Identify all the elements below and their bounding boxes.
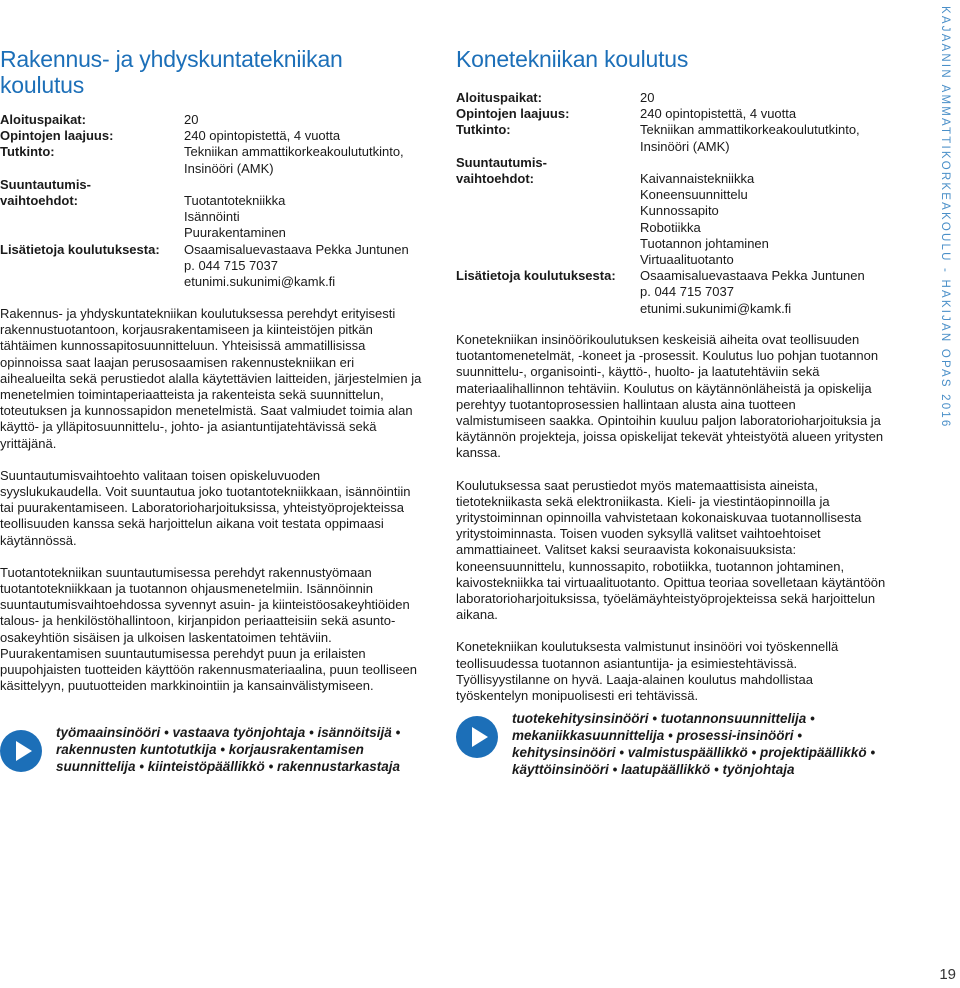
fact-value: Insinööri (AMK) <box>184 160 274 176</box>
right-title: Konetekniikan koulutus <box>456 46 689 72</box>
fact-row <box>456 106 886 122</box>
fact-row <box>456 122 886 154</box>
right-body <box>456 332 886 720</box>
fact-value: Tekniikan ammattikorkeakoulututkinto, <box>640 122 860 138</box>
fact-label: Lisätietoja koulutuksesta: <box>0 241 160 257</box>
left-body <box>0 306 422 710</box>
sidebar-title: KAJAANIN AMMATTIKORKEAKOULU - HAKIJAN OPAS 2016 <box>939 6 951 429</box>
fact-value: Robotiikka <box>640 219 701 235</box>
fact-value: Isännöinti <box>184 209 240 225</box>
left-facts <box>0 112 425 290</box>
play-icon <box>0 730 42 772</box>
fact-value <box>640 155 886 171</box>
fact-value: 240 opintopistettä, 4 vuotta <box>184 128 341 144</box>
fact-row <box>0 242 425 291</box>
career-list: työmaainsinööri • vastaava työnjohtaja • isännöitsijä • rakennusten kuntotutkija • korjausrakentamisen suunnittelija • kiinteistöpäällikkö • rakennustarkastaja <box>56 725 401 774</box>
paragraph: Suuntautumisvaihtoehto valitaan toisen opiskeluvuoden syyslukukaudella. Voit suuntautua joko tuotantotekniikkaan, isännöintiin tai puurakentamiseen. Laboratorioharjoituksissa, yhteistyöprojekteissa teollisuuden kanssa sekä harjoittelun aikana voit testata oppimaasi käytännössä. <box>0 467 411 548</box>
paragraph: Rakennus- ja yhdyskuntatekniikan koulutuksessa perehdyt erityisesti rakennustuotantoon, korjausrakentamiseen ja kiinteistöjen pitkän tähtäimen kunnossapitosuunnitteluun. Yhteisissä ammatillisissa opinnoissa saat laajan perusosaamisen rakennustekniikan eri aihealueilta sekä perustiedot alalla käytettävien laitteiden, järjestelmien ja menetelmien toimintaperiaatteista ja rakenteista sekä suunnittelun, toteutuksen ja kunnossapidon menetelmistä. Saat valmiudet toimia alan käyttö- ja ylläpitosuunnittelu-, johto- ja asiantuntijatehtävissä sekä yrittäjänä. <box>0 306 422 451</box>
fact-row <box>0 128 425 144</box>
fact-label: Lisätietoja koulutuksesta: <box>456 268 616 284</box>
fact-row <box>0 177 425 242</box>
career-list: tuotekehitysinsinööri • tuotannonsuunnittelija • mekaniikkasuunnittelija • prosessi-insinööri • kehitysinsinööri • valmistuspäällikkö • projektipäällikkö • käyttöinsinööri • laatupäällikkö • työnjohtaja <box>512 711 876 777</box>
fact-value <box>184 177 425 193</box>
fact-label: Opintojen laajuus: <box>456 106 570 122</box>
page-number: 19 <box>939 966 956 983</box>
paragraph: Koulutuksessa saat perustiedot myös matemaattisista aineista, tietotekniikasta sekä elektroniikasta. Kieli- ja viestintäopinnoilla ja yritystoiminnan opinnoilla vahvistetaan kokonaiskuvaa tuotannollisesta yritystoiminnasta. Toisen vuoden syksyllä valitset vaihtoehtoiset ammattiaineet. Valitset kaksi seuraavista kokonaisuuksista: koneensuunnittelu, kunnossapito, robotiikka, tuotannon johtaminen, kaivostekniikka tai virtuaalituotanto. Opittua teoriaa sovelletaan käytäntöön laboratorioharjoituksissa, työelämäyhteistyöprojekteissa sekä harjoittelun aikana. <box>456 477 886 623</box>
fact-label: Tutkinto: <box>0 144 55 160</box>
fact-label: Aloituspaikat: <box>456 90 542 105</box>
paragraph: Konetekniikan insinöörikoulutuksen keskeisiä aiheita ovat teollisuuden tuotantomenetelmät, -koneet ja -prosessit. Koulutus luo pohjan tuotannon suunnittelu-, organisointi-, käyttö-, huolto- ja laatutehtäviin sekä materiaalihallinnon tehtäviin. Koulutus on käytännönläheistä ja opiskelija perehtyy tuotantoprosessien hallintaan alusta aina tuotteen valmistumiseen saakka. Opintoihin kuuluu paljon laboratorioharjoituksia ja käytännön projekteja, joissa opiskelijat tekevät yhteistyötä alueen yritysten kanssa. <box>456 332 884 461</box>
contact-name: Osaamisaluevastaava Pekka Juntunen <box>184 241 409 257</box>
paragraph: Tuotantotekniikan suuntautumisessa perehdyt rakennustyömaan tuotantotekniikkaan ja tuotannon ohjausmenetelmiin. Isännöinnin suuntautumisvaihtoehdossa syvennyt asuin- ja kiinteistöosakeyhtiöiden talous- ja henkilöstöhallintoon, kirjanpidon periaatteisiin sekä asunto-osakeyhtiön sisäisen ja ulkoisen laskentatoimen tehtäviin. Puurakentamisen suuntautumisessa perehdyt puun ja erilaisten puupohjaisten tuotteiden käyttöön rakennusmateriaalina, puun teolliseen käsittelyyn, puutuotteiden markkinointiin ja kansainvälistymiseen. <box>0 564 418 694</box>
fact-label: Opintojen laajuus: <box>0 128 114 144</box>
fact-row <box>0 144 425 176</box>
fact-value: Kaivannaistekniikka <box>640 171 755 187</box>
fact-value: Insinööri (AMK) <box>640 138 730 154</box>
fact-value: 20 <box>640 90 655 105</box>
fact-value: Virtuaalituotanto <box>640 252 734 268</box>
sidebar <box>922 0 960 988</box>
left-careers <box>0 724 425 775</box>
fact-value: 240 opintopistettä, 4 vuotta <box>640 106 797 122</box>
fact-value: 20 <box>184 112 199 127</box>
contact-email: etunimi.sukunimi@kamk.fi <box>640 300 792 316</box>
fact-label: Suuntautumis- vaihtoehdot: <box>456 154 547 187</box>
fact-label: Aloituspaikat: <box>0 112 86 127</box>
fact-label: Tutkinto: <box>456 122 511 138</box>
fact-value: Tuotannon johtaminen <box>640 235 769 251</box>
fact-row <box>0 112 425 128</box>
fact-value: Puurakentaminen <box>184 225 286 241</box>
contact-phone: p. 044 715 7037 <box>184 257 278 273</box>
fact-value: Tuotantotekniikka <box>184 193 286 209</box>
fact-row <box>456 268 886 317</box>
fact-value: Kunnossapito <box>640 203 719 219</box>
fact-row <box>456 90 886 106</box>
play-icon <box>456 716 498 758</box>
contact-name: Osaamisaluevastaava Pekka Juntunen <box>640 268 865 284</box>
contact-email: etunimi.sukunimi@kamk.fi <box>184 274 336 290</box>
fact-row <box>456 155 886 268</box>
fact-value: Tekniikan ammattikorkeakoulututkinto, <box>184 144 404 160</box>
right-careers <box>456 710 886 778</box>
right-facts <box>456 90 886 317</box>
left-title: Rakennus- ja yhdyskuntatekniikan koulutus <box>0 46 343 98</box>
contact-phone: p. 044 715 7037 <box>640 284 734 300</box>
fact-value: Koneensuunnittelu <box>640 187 748 203</box>
paragraph: Konetekniikan koulutuksesta valmistunut insinööri voi työskennellä teollisuudessa tuotannon asiantuntija- ja esimiestehtävissä. Työllisyystilanne on hyvä. Laaja-alainen koulutus mahdollistaa työskentelyn monipuolisesti eri tehtävissä. <box>456 639 839 704</box>
fact-label: Suuntautumis- vaihtoehdot: <box>0 176 91 209</box>
